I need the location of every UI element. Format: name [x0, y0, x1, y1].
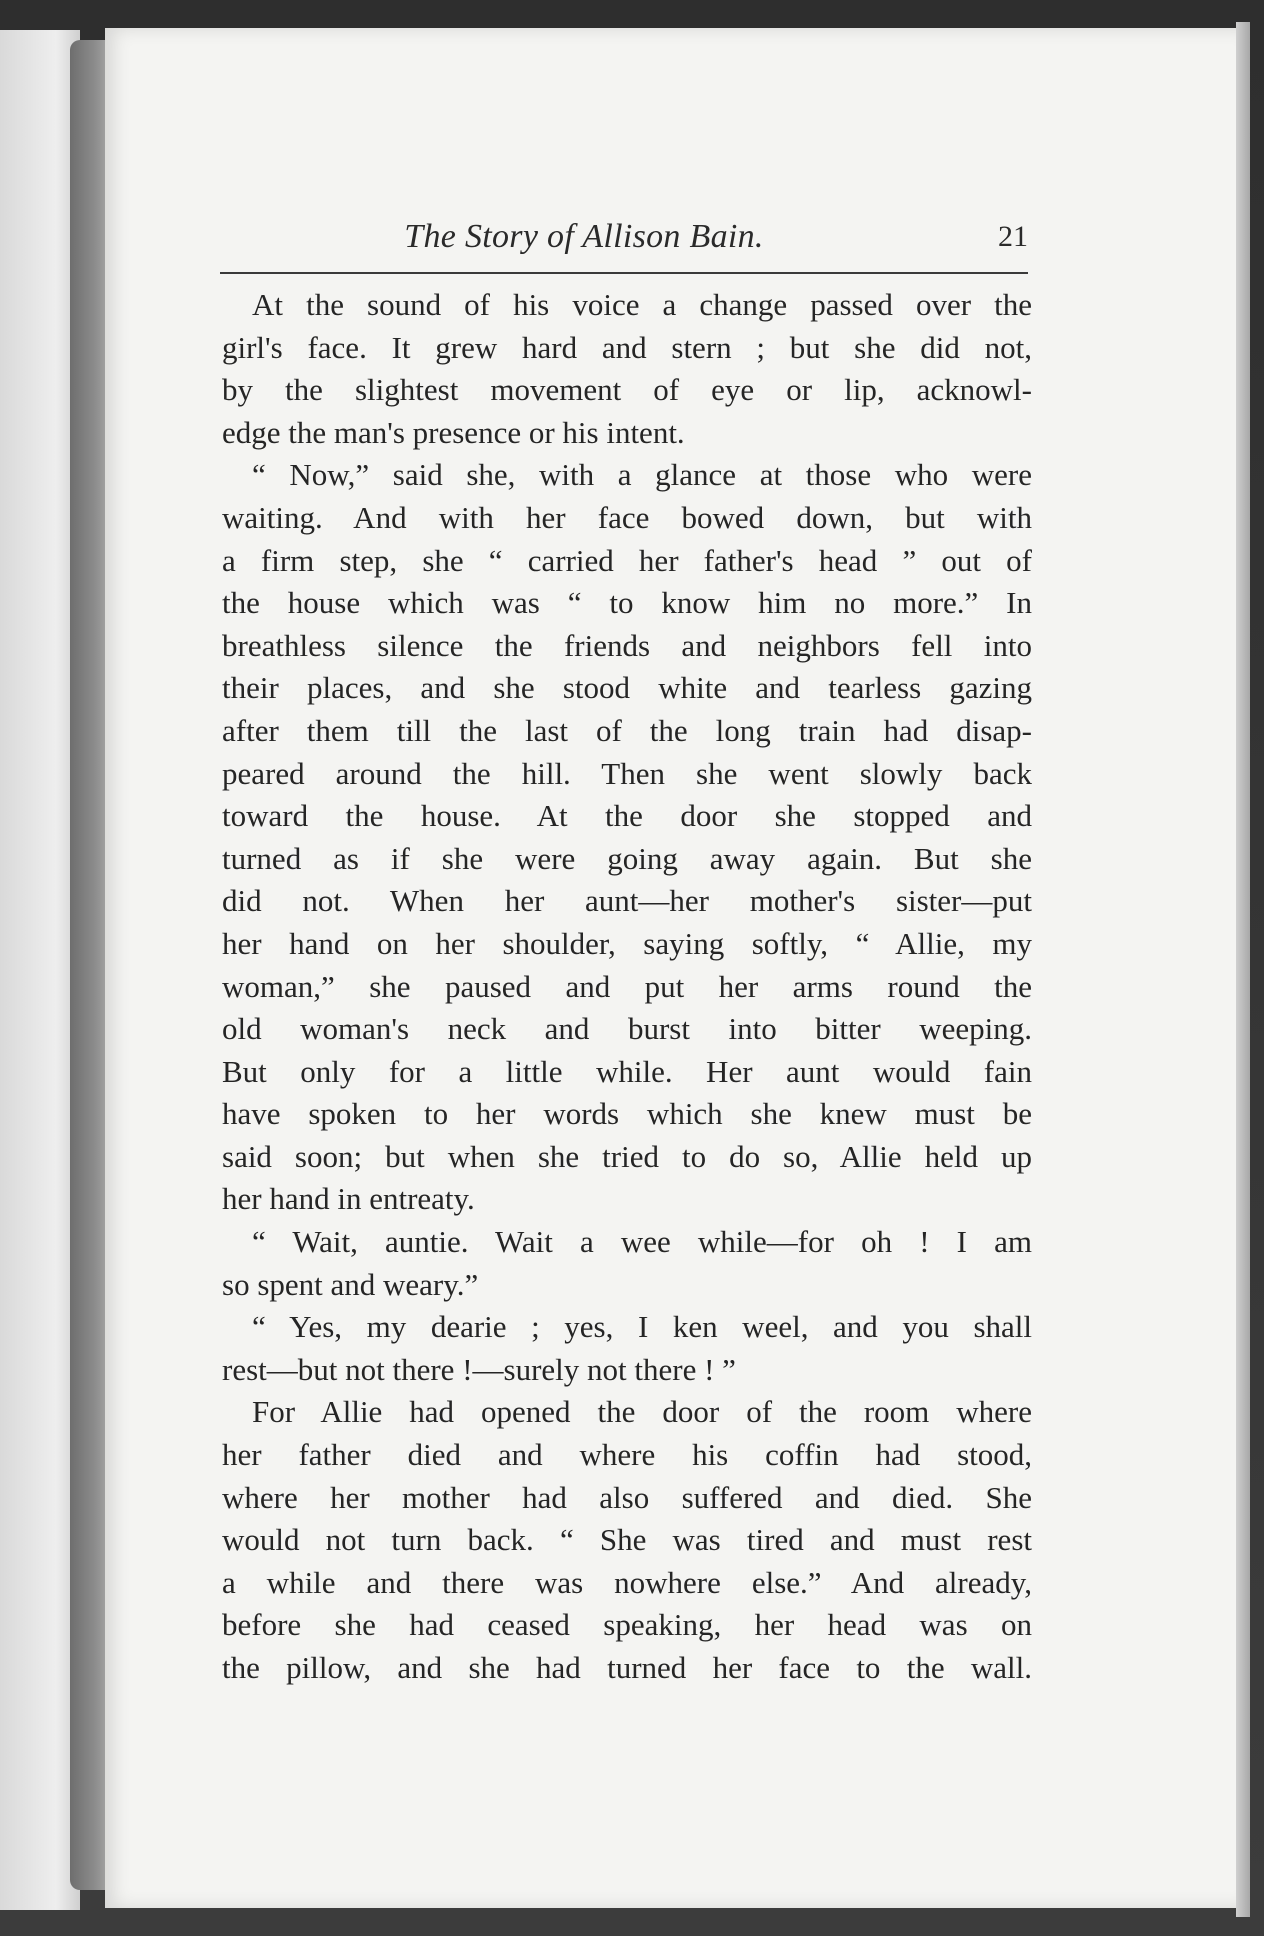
text-line: “ Wait, auntie. Wait a wee while—for oh ! I am: [252, 1224, 1032, 1260]
running-title: The Story of Allison Bain.: [404, 218, 764, 255]
body-text: [222, 284, 1032, 1690]
right-page-edge: [1236, 22, 1250, 1917]
text-line: peared around the hill. Then she went slowly back: [222, 755, 1032, 791]
text-line: her father died and where his coffin had stood,: [222, 1437, 1032, 1473]
text-line: old woman's neck and burst into bitter weeping.: [222, 1011, 1032, 1047]
text-line: breathless silence the friends and neighbors fell into: [222, 627, 1032, 663]
text-line: said soon; but when she tried to do so, Allie held up: [222, 1138, 1032, 1174]
text-line: so spent and weary.”: [222, 1266, 479, 1302]
text-line: toward the house. At the door she stopped and: [222, 798, 1032, 834]
text-line: would not turn back. “ She was tired and must rest: [222, 1522, 1032, 1558]
text-line: rest—but not there !—surely not there ! ”: [222, 1351, 736, 1387]
text-line: woman,” she paused and put her arms round the: [222, 968, 1032, 1004]
text-line: by the slightest movement of eye or lip, acknowl-: [222, 372, 1032, 408]
text-line: their places, and she stood white and tearless gazing: [222, 670, 1032, 706]
text-line: For Allie had opened the door of the room where: [252, 1394, 1032, 1430]
text-line: But only for a little while. Her aunt would fain: [222, 1053, 1032, 1089]
text-line: girl's face. It grew hard and stern ; but she did not,: [222, 329, 1032, 365]
text-line: before she had ceased speaking, her head was on: [222, 1607, 1032, 1643]
running-head: [220, 214, 1028, 264]
header-rule: [220, 272, 1028, 274]
text-line: “ Yes, my dearie ; yes, I ken weel, and you shall: [252, 1309, 1032, 1345]
text-line: her hand in entreaty.: [222, 1181, 475, 1217]
text-line: the house which was “ to know him no more.” In: [222, 585, 1032, 621]
text-line: where her mother had also suffered and died. She: [222, 1479, 1032, 1515]
text-line: did not. When her aunt—her mother's sister—put: [222, 883, 1032, 919]
text-line: the pillow, and she had turned her face to the wall.: [222, 1650, 1032, 1685]
text-line: her hand on her shoulder, saying softly, “ Allie, my: [222, 925, 1032, 961]
text-line: turned as if she were going away again. But she: [222, 840, 1032, 876]
left-page-edge: [0, 30, 80, 1910]
page-number: 21: [998, 220, 1028, 253]
text-line: after them till the last of the long train had disap-: [222, 712, 1032, 748]
text-line: At the sound of his voice a change passed over the: [252, 287, 1032, 322]
text-line: waiting. And with her face bowed down, but with: [222, 499, 1032, 535]
text-line: “ Now,” said she, with a glance at those who were: [252, 457, 1032, 493]
text-line: edge the man's presence or his intent.: [222, 414, 685, 450]
text-line: a while and there was nowhere else.” And already,: [222, 1564, 1032, 1600]
text-line: have spoken to her words which she knew must be: [222, 1096, 1032, 1132]
text-line: a firm step, she “ carried her father's head ” out of: [222, 542, 1032, 578]
